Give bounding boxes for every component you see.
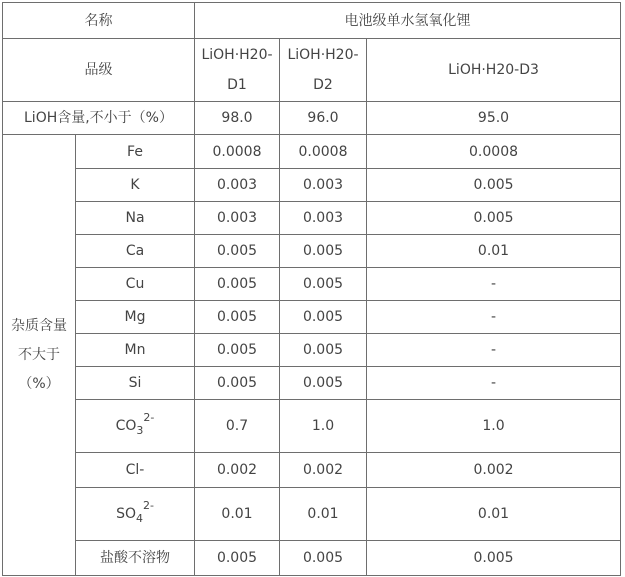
table-row: [3, 169, 621, 202]
formula-base: CO: [115, 418, 137, 434]
formula-subscript: 3: [136, 424, 144, 437]
value-d1-cell: 0.7: [195, 400, 280, 453]
value-d1-cell: 0.005: [195, 334, 280, 367]
element-cell: Si: [76, 367, 195, 400]
value-d1-cell: 0.005: [195, 235, 280, 268]
value-d1-cell: 0.01: [195, 488, 280, 541]
value-d3-cell: 0.005: [367, 169, 621, 202]
value-d1-cell: 0.0008: [195, 135, 280, 169]
table-row: [3, 367, 621, 400]
value-d2-cell: 0.01: [280, 488, 367, 541]
element-cell: Fe: [76, 135, 195, 169]
element-cell: [76, 400, 195, 453]
value-d2-cell: 0.005: [280, 235, 367, 268]
value-d2-cell: 0.0008: [280, 135, 367, 169]
value-d3-cell: 0.01: [367, 235, 621, 268]
lioh-d1-cell: 98.0: [195, 102, 280, 135]
value-d3-cell: 0.01: [367, 488, 621, 541]
element-cell: Cl-: [76, 453, 195, 488]
element-cell: Mg: [76, 301, 195, 334]
value-d1-cell: 0.003: [195, 202, 280, 235]
element-cell: Na: [76, 202, 195, 235]
value-d3-cell: 0.005: [367, 541, 621, 576]
value-d3-cell: -: [367, 334, 621, 367]
value-d1-cell: 0.005: [195, 541, 280, 576]
value-d3-cell: -: [367, 268, 621, 301]
value-d2-cell: 0.003: [280, 169, 367, 202]
value-d3-cell: -: [367, 367, 621, 400]
element-cell: Ca: [76, 235, 195, 268]
impurity-label-cell: [3, 135, 76, 576]
table-row: [3, 268, 621, 301]
grade-d2-cell: LiOH·H20-D2: [280, 39, 367, 102]
table-row: [3, 541, 621, 576]
header-row: [3, 3, 621, 39]
table-row: [3, 400, 621, 453]
value-d2-cell: 0.003: [280, 202, 367, 235]
impurity-label-line: （%）: [18, 375, 60, 392]
element-cell: Mn: [76, 334, 195, 367]
lioh-content-row: [3, 102, 621, 135]
table-row: [3, 453, 621, 488]
value-d1-cell: 0.003: [195, 169, 280, 202]
value-d2-cell: 0.005: [280, 268, 367, 301]
name-label-cell: 名称: [3, 3, 195, 39]
element-cell: [76, 488, 195, 541]
table-row: [3, 135, 621, 169]
grade-label-cell: 品级: [3, 39, 195, 102]
lioh-label-cell: LiOH含量,不小于（%）: [3, 102, 195, 135]
formula-superscript: 2-: [143, 411, 155, 424]
product-name-cell: 电池级单水氢氧化锂: [195, 3, 621, 39]
grade-d3-cell: LiOH·H20-D3: [367, 39, 621, 102]
value-d2-cell: 0.005: [280, 367, 367, 400]
spec-table: [2, 2, 621, 576]
table-row: [3, 488, 621, 541]
value-d3-cell: 0.005: [367, 202, 621, 235]
value-d3-cell: 1.0: [367, 400, 621, 453]
table-row: [3, 202, 621, 235]
value-d2-cell: 0.005: [280, 541, 367, 576]
value-d3-cell: 0.002: [367, 453, 621, 488]
value-d3-cell: 0.0008: [367, 135, 621, 169]
value-d2-cell: 0.005: [280, 334, 367, 367]
formula-superscript: 2-: [142, 499, 154, 512]
value-d1-cell: 0.005: [195, 301, 280, 334]
value-d2-cell: 0.005: [280, 301, 367, 334]
impurity-label-line: 杂质含量: [11, 317, 67, 334]
formula-subscript: 4: [135, 512, 143, 525]
element-cell: K: [76, 169, 195, 202]
value-d1-cell: 0.002: [195, 453, 280, 488]
table-row: [3, 334, 621, 367]
value-d3-cell: -: [367, 301, 621, 334]
table-row: [3, 235, 621, 268]
element-cell: 盐酸不溶物: [76, 541, 195, 576]
lioh-d3-cell: 95.0: [367, 102, 621, 135]
impurity-label-line: 不大于: [18, 346, 60, 363]
element-cell: Cu: [76, 268, 195, 301]
value-d1-cell: 0.005: [195, 367, 280, 400]
value-d1-cell: 0.005: [195, 268, 280, 301]
grade-row: [3, 39, 621, 102]
lioh-d2-cell: 96.0: [280, 102, 367, 135]
grade-d1-cell: LiOH·H20-D1: [195, 39, 280, 102]
value-d2-cell: 1.0: [280, 400, 367, 453]
value-d2-cell: 0.002: [280, 453, 367, 488]
table-row: [3, 301, 621, 334]
formula-base: SO: [116, 506, 136, 522]
